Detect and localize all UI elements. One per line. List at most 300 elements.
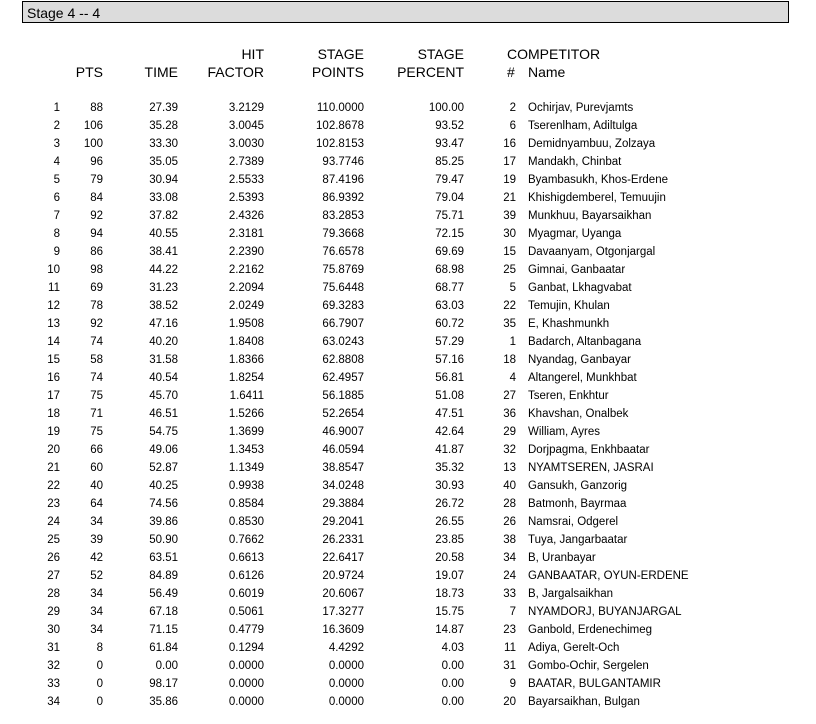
competitor-number-cell: 11 [504, 642, 516, 654]
competitor-number-cell: 36 [503, 408, 516, 420]
stage-points-cell: 66.7907 [322, 318, 364, 330]
competitor-name-cell: Temujin, Khulan [528, 300, 610, 312]
table-row [0, 135, 816, 153]
place-cell: 2 [53, 120, 60, 132]
time-cell: 49.06 [149, 444, 178, 456]
pts-cell: 58 [90, 354, 103, 366]
pts-cell: 34 [90, 588, 103, 600]
time-cell: 35.05 [149, 156, 178, 168]
hit-factor-cell: 1.6411 [229, 390, 264, 402]
hit-factor-cell: 1.3453 [228, 444, 264, 456]
stage-points-cell: 46.0594 [322, 444, 364, 456]
pts-cell: 92 [90, 318, 103, 330]
hit-factor-cell: 2.0249 [228, 300, 264, 312]
table-row [0, 99, 816, 117]
place-cell: 28 [47, 588, 60, 600]
header-name: Name [528, 64, 566, 80]
stage-points-cell: 17.3277 [322, 606, 364, 618]
place-cell: 27 [47, 570, 60, 582]
hit-factor-cell: 2.2094 [228, 282, 264, 294]
competitor-name-cell: Gimnai, Ganbaatar [528, 264, 626, 276]
time-cell: 54.75 [149, 426, 178, 438]
competitor-number-cell: 40 [503, 480, 516, 492]
pts-cell: 106 [83, 120, 103, 132]
time-cell: 84.89 [149, 570, 178, 582]
stage-percent-cell: 0.00 [441, 660, 464, 672]
competitor-number-cell: 35 [503, 318, 516, 330]
time-cell: 56.49 [149, 588, 178, 600]
competitor-number-cell: 27 [503, 390, 516, 402]
place-cell: 24 [47, 516, 60, 528]
pts-cell: 78 [90, 300, 103, 312]
hit-factor-cell: 0.0000 [228, 678, 264, 690]
place-cell: 19 [47, 426, 60, 438]
competitor-name-cell: Ochirjav, Purevjamts [528, 102, 634, 114]
stage-points-cell: 63.0243 [322, 336, 364, 348]
stage-percent-cell: 79.04 [435, 192, 464, 204]
hit-factor-cell: 2.3181 [228, 228, 264, 240]
place-cell: 30 [47, 624, 60, 636]
table-row [0, 567, 816, 585]
pts-cell: 34 [90, 606, 103, 618]
competitor-number-cell: 2 [509, 102, 516, 114]
table-row [0, 585, 816, 603]
stage-percent-cell: 20.58 [435, 552, 464, 564]
competitor-number-cell: 1 [509, 336, 516, 348]
table-row [0, 405, 816, 423]
competitor-name-cell: NYAMDORJ, BUYANJARGAL [528, 606, 682, 618]
hit-factor-cell: 3.2129 [228, 102, 264, 114]
competitor-number-cell: 18 [503, 354, 516, 366]
competitor-number-cell: 17 [503, 156, 516, 168]
competitor-name-cell: BAATAR, BULGANTAMIR [528, 678, 661, 690]
stage-percent-cell: 68.77 [435, 282, 464, 294]
competitor-number-cell: 26 [503, 516, 516, 528]
place-cell: 31 [47, 642, 60, 654]
competitor-name-cell: Myagmar, Uyanga [528, 228, 622, 240]
stage-points-cell: 102.8678 [316, 120, 364, 132]
time-cell: 40.20 [149, 336, 178, 348]
pts-cell: 100 [83, 138, 103, 150]
table-row [0, 387, 816, 405]
pts-cell: 0 [96, 696, 103, 708]
time-cell: 71.15 [149, 624, 178, 636]
stage-percent-cell: 30.93 [435, 480, 464, 492]
time-cell: 37.82 [149, 210, 178, 222]
place-cell: 25 [47, 534, 60, 546]
stage-percent-cell: 51.08 [435, 390, 464, 402]
stage-points-cell: 102.8153 [316, 138, 364, 150]
stage-points-cell: 83.2853 [322, 210, 364, 222]
stage-percent-cell: 93.47 [435, 138, 464, 150]
time-cell: 98.17 [149, 678, 178, 690]
competitor-number-cell: 15 [503, 246, 516, 258]
stage-percent-cell: 15.75 [435, 606, 464, 618]
stage-percent-cell: 14.87 [435, 624, 464, 636]
hit-factor-cell: 1.5266 [228, 408, 264, 420]
place-cell: 34 [47, 696, 60, 708]
pts-cell: 74 [90, 336, 103, 348]
stage-points-cell: 20.6067 [322, 588, 364, 600]
header-stage-points-top: STAGE [317, 46, 364, 62]
competitor-name-cell: Batmonh, Bayrmaa [528, 498, 627, 510]
place-cell: 10 [47, 264, 60, 276]
competitor-name-cell: Namsrai, Odgerel [528, 516, 619, 528]
competitor-number-cell: 13 [503, 462, 516, 474]
stage-points-cell: 87.4196 [322, 174, 364, 186]
place-cell: 8 [53, 228, 60, 240]
header-number: # [507, 64, 515, 80]
table-row [0, 549, 816, 567]
hit-factor-cell: 1.8366 [228, 354, 264, 366]
stage-percent-cell: 57.29 [435, 336, 464, 348]
competitor-name-cell: Dorjpagma, Enkhbaatar [528, 444, 650, 456]
stage-points-cell: 56.1885 [322, 390, 364, 402]
table-row [0, 477, 816, 495]
header-competitor: COMPETITOR [507, 46, 601, 62]
time-cell: 27.39 [149, 102, 178, 114]
competitor-name-cell: Davaanyam, Otgonjargal [528, 246, 656, 258]
stage-percent-cell: 4.03 [441, 642, 464, 654]
place-cell: 18 [47, 408, 60, 420]
time-cell: 35.28 [149, 120, 178, 132]
competitor-number-cell: 33 [503, 588, 516, 600]
pts-cell: 71 [90, 408, 103, 420]
competitor-name-cell: GANBAATAR, OYUN-ERDENE [528, 570, 689, 582]
stage-percent-cell: 63.03 [435, 300, 464, 312]
competitor-number-cell: 5 [509, 282, 516, 294]
hit-factor-cell: 1.9508 [228, 318, 264, 330]
stage-points-cell: 75.8769 [322, 264, 364, 276]
stage-points-cell: 20.9724 [322, 570, 364, 582]
time-cell: 33.30 [149, 138, 178, 150]
place-cell: 13 [47, 318, 60, 330]
stage-percent-cell: 75.71 [435, 210, 464, 222]
stage-percent-cell: 19.07 [435, 570, 464, 582]
place-cell: 6 [53, 192, 60, 204]
place-cell: 32 [47, 660, 60, 672]
time-cell: 74.56 [149, 498, 178, 510]
time-cell: 61.84 [149, 642, 178, 654]
competitor-name-cell: Nyandag, Ganbayar [528, 354, 631, 366]
pts-cell: 84 [90, 192, 103, 204]
time-cell: 50.90 [149, 534, 178, 546]
time-cell: 46.51 [149, 408, 178, 420]
competitor-name-cell: Demidnyambuu, Zolzaya [528, 138, 656, 150]
table-row [0, 315, 816, 333]
table-row [0, 459, 816, 477]
stage-percent-cell: 47.51 [435, 408, 464, 420]
table-row [0, 531, 816, 549]
competitor-number-cell: 22 [503, 300, 516, 312]
competitor-number-cell: 28 [503, 498, 516, 510]
pts-cell: 34 [90, 624, 103, 636]
pts-cell: 94 [90, 228, 103, 240]
stage-percent-cell: 18.73 [435, 588, 464, 600]
results-table [0, 99, 816, 711]
stage-points-cell: 110.0000 [316, 102, 364, 114]
pts-cell: 0 [96, 660, 103, 672]
time-cell: 0.00 [155, 660, 178, 672]
competitor-number-cell: 20 [503, 696, 516, 708]
competitor-name-cell: Khishigdemberel, Temuujin [528, 192, 666, 204]
place-cell: 9 [53, 246, 60, 258]
stage-points-cell: 0.0000 [328, 696, 364, 708]
time-cell: 35.86 [149, 696, 178, 708]
hit-factor-cell: 0.6613 [228, 552, 264, 564]
hit-factor-cell: 2.2162 [228, 264, 264, 276]
table-row [0, 657, 816, 675]
hit-factor-cell: 2.2390 [228, 246, 264, 258]
pts-cell: 0 [96, 678, 103, 690]
time-cell: 40.54 [149, 372, 178, 384]
stage-points-cell: 62.8808 [322, 354, 364, 366]
competitor-name-cell: Altangerel, Munkhbat [528, 372, 637, 384]
competitor-name-cell: B, Uranbayar [528, 552, 596, 564]
competitor-number-cell: 30 [503, 228, 516, 240]
competitor-number-cell: 21 [503, 192, 516, 204]
competitor-name-cell: Gansukh, Ganzorig [528, 480, 628, 492]
stage-points-cell: 0.0000 [328, 660, 364, 672]
table-row [0, 495, 816, 513]
stage-percent-cell: 23.85 [435, 534, 464, 546]
stage-percent-cell: 79.47 [435, 174, 464, 186]
competitor-number-cell: 9 [509, 678, 516, 690]
stage-percent-cell: 35.32 [435, 462, 464, 474]
competitor-name-cell: Bayarsaikhan, Bulgan [528, 696, 640, 708]
stage-percent-cell: 26.55 [435, 516, 464, 528]
stage-points-cell: 4.4292 [328, 642, 364, 654]
stage-points-cell: 26.2331 [322, 534, 364, 546]
time-cell: 38.52 [149, 300, 178, 312]
stage-points-cell: 0.0000 [328, 678, 364, 690]
competitor-name-cell: Gombo-Ochir, Sergelen [528, 660, 649, 672]
competitor-name-cell: Khavshan, Onalbek [528, 408, 629, 420]
place-cell: 12 [47, 300, 60, 312]
stage-points-cell: 52.2654 [322, 408, 364, 420]
pts-cell: 60 [90, 462, 103, 474]
stage-percent-cell: 68.98 [435, 264, 464, 276]
competitor-name-cell: Ganbold, Erdenechimeg [528, 624, 653, 636]
hit-factor-cell: 2.5533 [228, 174, 264, 186]
time-cell: 31.58 [149, 354, 178, 366]
place-cell: 7 [53, 210, 60, 222]
stage-percent-cell: 60.72 [435, 318, 464, 330]
competitor-number-cell: 19 [503, 174, 516, 186]
competitor-number-cell: 25 [503, 264, 516, 276]
time-cell: 45.70 [149, 390, 178, 402]
stage-title-bar [22, 1, 789, 23]
pts-cell: 86 [90, 246, 103, 258]
header-stage-percent-top: STAGE [417, 46, 464, 62]
stage-points-cell: 29.3884 [322, 498, 364, 510]
place-cell: 33 [47, 678, 60, 690]
competitor-name-cell: Byambasukh, Khos-Erdene [528, 174, 668, 186]
time-cell: 39.86 [149, 516, 178, 528]
competitor-number-cell: 38 [503, 534, 516, 546]
header-factor: FACTOR [207, 64, 264, 80]
pts-cell: 75 [90, 426, 103, 438]
table-row [0, 189, 816, 207]
competitor-name-cell: E, Khashmunkh [528, 318, 610, 330]
stage-points-cell: 16.3609 [322, 624, 364, 636]
hit-factor-cell: 0.6126 [228, 570, 264, 582]
time-cell: 30.94 [149, 174, 178, 186]
stage-percent-cell: 56.81 [435, 372, 464, 384]
header-hit: HIT [241, 46, 264, 62]
time-cell: 44.22 [149, 264, 178, 276]
stage-points-cell: 29.2041 [322, 516, 364, 528]
stage-percent-cell: 57.16 [435, 354, 464, 366]
place-cell: 20 [47, 444, 60, 456]
competitor-number-cell: 6 [509, 120, 516, 132]
pts-cell: 92 [90, 210, 103, 222]
table-row [0, 261, 816, 279]
pts-cell: 39 [90, 534, 103, 546]
place-cell: 11 [48, 282, 60, 294]
place-cell: 1 [53, 102, 60, 114]
hit-factor-cell: 0.8530 [228, 516, 264, 528]
pts-cell: 34 [90, 516, 103, 528]
pts-cell: 74 [90, 372, 103, 384]
stage-percent-cell: 100.00 [428, 102, 464, 114]
place-cell: 15 [47, 354, 60, 366]
table-row [0, 603, 816, 621]
stage-points-cell: 22.6417 [322, 552, 364, 564]
table-row [0, 693, 816, 711]
hit-factor-cell: 0.5061 [228, 606, 264, 618]
competitor-number-cell: 32 [503, 444, 516, 456]
competitor-name-cell: Tseren, Enkhtur [528, 390, 609, 402]
table-row [0, 621, 816, 639]
pts-cell: 64 [90, 498, 103, 510]
stage-percent-cell: 93.52 [435, 120, 464, 132]
hit-factor-cell: 0.1294 [228, 642, 264, 654]
header-time: TIME [144, 64, 178, 80]
hit-factor-cell: 0.8584 [228, 498, 264, 510]
competitor-number-cell: 16 [503, 138, 516, 150]
pts-cell: 75 [90, 390, 103, 402]
hit-factor-cell: 0.9938 [228, 480, 264, 492]
competitor-name-cell: NYAMTSEREN, JASRAI [528, 462, 654, 474]
pts-cell: 98 [90, 264, 103, 276]
competitor-name-cell: Tuya, Jangarbaatar [528, 534, 628, 546]
stage-points-cell: 93.7746 [322, 156, 364, 168]
hit-factor-cell: 0.7662 [228, 534, 264, 546]
place-cell: 14 [47, 336, 60, 348]
table-row [0, 171, 816, 189]
stage-percent-cell: 72.15 [435, 228, 464, 240]
stage-percent-cell: 0.00 [441, 696, 464, 708]
hit-factor-cell: 2.5393 [228, 192, 264, 204]
hit-factor-cell: 1.3699 [228, 426, 264, 438]
hit-factor-cell: 0.0000 [228, 696, 264, 708]
stage-percent-cell: 0.00 [441, 678, 464, 690]
stage-title: Stage 4 -- 4 [27, 5, 101, 21]
stage-percent-cell: 26.72 [435, 498, 464, 510]
time-cell: 52.87 [149, 462, 178, 474]
table-row [0, 243, 816, 261]
competitor-number-cell: 31 [503, 660, 516, 672]
place-cell: 29 [47, 606, 60, 618]
competitor-name-cell: Tserenlham, Adiltulga [528, 120, 638, 132]
competitor-name-cell: Ganbat, Lkhagvabat [528, 282, 632, 294]
header-pts: PTS [75, 64, 103, 80]
stage-percent-cell: 69.69 [435, 246, 464, 258]
hit-factor-cell: 1.8254 [228, 372, 264, 384]
competitor-number-cell: 4 [509, 372, 516, 384]
pts-cell: 42 [90, 552, 103, 564]
competitor-name-cell: Mandakh, Chinbat [528, 156, 622, 168]
stage-points-cell: 79.3668 [322, 228, 364, 240]
hit-factor-cell: 2.4326 [228, 210, 264, 222]
pts-cell: 66 [90, 444, 103, 456]
time-cell: 38.41 [149, 246, 178, 258]
pts-cell: 79 [90, 174, 103, 186]
time-cell: 63.51 [149, 552, 178, 564]
place-cell: 21 [47, 462, 60, 474]
table-row [0, 279, 816, 297]
table-row [0, 441, 816, 459]
table-row [0, 369, 816, 387]
stage-percent-cell: 42.64 [435, 426, 464, 438]
stage-points-cell: 69.3283 [322, 300, 364, 312]
pts-cell: 8 [96, 642, 103, 654]
table-row [0, 423, 816, 441]
competitor-number-cell: 34 [503, 552, 516, 564]
competitor-number-cell: 23 [503, 624, 516, 636]
pts-cell: 96 [90, 156, 103, 168]
competitor-number-cell: 7 [509, 606, 516, 618]
stage-percent-cell: 85.25 [435, 156, 464, 168]
table-row [0, 333, 816, 351]
time-cell: 40.25 [149, 480, 178, 492]
place-cell: 22 [47, 480, 60, 492]
time-cell: 31.23 [149, 282, 178, 294]
hit-factor-cell: 0.0000 [228, 660, 264, 672]
competitor-name-cell: Adiya, Gerelt-Och [528, 642, 620, 654]
pts-cell: 52 [90, 570, 103, 582]
table-row [0, 117, 816, 135]
competitor-name-cell: B, Jargalsaikhan [528, 588, 614, 600]
header-stage-points: POINTS [311, 64, 364, 80]
competitor-number-cell: 39 [503, 210, 516, 222]
table-row [0, 153, 816, 171]
stage-points-cell: 34.0248 [322, 480, 364, 492]
table-row [0, 639, 816, 657]
hit-factor-cell: 0.6019 [228, 588, 264, 600]
hit-factor-cell: 3.0030 [228, 138, 264, 150]
pts-cell: 40 [90, 480, 103, 492]
table-row [0, 297, 816, 315]
table-row [0, 207, 816, 225]
hit-factor-cell: 1.1349 [228, 462, 264, 474]
time-cell: 67.18 [149, 606, 178, 618]
place-cell: 3 [53, 138, 60, 150]
time-cell: 47.16 [149, 318, 178, 330]
table-row [0, 225, 816, 243]
hit-factor-cell: 0.4779 [228, 624, 264, 636]
stage-points-cell: 86.9392 [322, 192, 364, 204]
hit-factor-cell: 2.7389 [228, 156, 264, 168]
header-stage-percent: PERCENT [397, 64, 464, 80]
place-cell: 16 [47, 372, 60, 384]
competitor-name-cell: Munkhuu, Bayarsaikhan [528, 210, 652, 222]
table-row [0, 675, 816, 693]
competitor-number-cell: 29 [503, 426, 516, 438]
stage-points-cell: 75.6448 [322, 282, 364, 294]
pts-cell: 69 [90, 282, 103, 294]
